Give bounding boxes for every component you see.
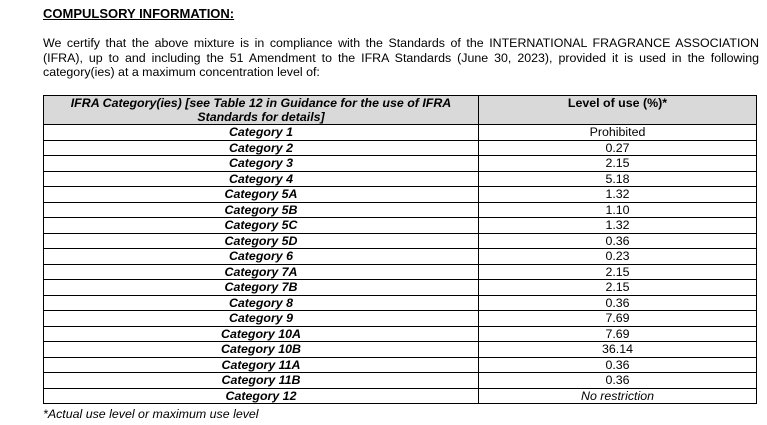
table-row [44, 202, 757, 218]
category-cell: Category 7A [44, 264, 479, 280]
level-of-use-cell: 2.15 [479, 264, 757, 280]
table-row [44, 342, 757, 358]
category-cell: Category 2 [44, 140, 479, 156]
table-row [44, 326, 757, 342]
level-of-use-cell: 0.36 [479, 357, 757, 373]
level-of-use-cell: 0.23 [479, 249, 757, 265]
table-row [44, 249, 757, 265]
table-row [44, 295, 757, 311]
category-cell: Category 1 [44, 125, 479, 141]
table-row [44, 388, 757, 404]
level-of-use-cell: 2.15 [479, 156, 757, 172]
category-cell: Category 11A [44, 357, 479, 373]
header-category: IFRA Category(ies) [see Table 12 in Guidance for the use of IFRA Standards for details] [44, 96, 479, 125]
level-of-use-cell: Prohibited [479, 125, 757, 141]
compliance-statement: We certify that the above mixture is in compliance with the Standards of the INTERNATIONAL FRAGRANCE ASSOCIATION (IFRA), up to and including the 51 Amendment to the IFRA Standards (June 30, 2023), provided it is used in the following category(ies) at a maximum concentration level of: [43, 36, 759, 79]
level-of-use-cell: 5.18 [479, 171, 757, 187]
level-of-use-cell: 1.32 [479, 187, 757, 203]
table-row [44, 187, 757, 203]
category-cell: Category 7B [44, 280, 479, 296]
table-row [44, 171, 757, 187]
category-cell: Category 3 [44, 156, 479, 172]
table-row [44, 156, 757, 172]
level-of-use-cell: 0.27 [479, 140, 757, 156]
ifra-category-table [43, 95, 757, 404]
level-of-use-cell: 2.15 [479, 280, 757, 296]
table-row [44, 218, 757, 234]
level-of-use-cell: No restriction [479, 388, 757, 404]
level-of-use-cell: 36.14 [479, 342, 757, 358]
category-cell: Category 5D [44, 233, 479, 249]
category-cell: Category 8 [44, 295, 479, 311]
level-of-use-cell: 1.32 [479, 218, 757, 234]
category-cell: Category 11B [44, 373, 479, 389]
category-cell: Category 10A [44, 326, 479, 342]
table-body [44, 125, 757, 404]
level-of-use-cell: 7.69 [479, 326, 757, 342]
category-cell: Category 5B [44, 202, 479, 218]
table-header-row [44, 96, 757, 125]
category-cell: Category 5C [44, 218, 479, 234]
section-heading: COMPULSORY INFORMATION: [43, 6, 235, 21]
table-row [44, 280, 757, 296]
table-row [44, 125, 757, 141]
table-row [44, 140, 757, 156]
category-cell: Category 5A [44, 187, 479, 203]
table-row [44, 233, 757, 249]
category-cell: Category 12 [44, 388, 479, 404]
category-cell: Category 10B [44, 342, 479, 358]
header-level-of-use: Level of use (%)* [479, 96, 757, 125]
level-of-use-cell: 0.36 [479, 233, 757, 249]
category-cell: Category 4 [44, 171, 479, 187]
level-of-use-cell: 7.69 [479, 311, 757, 327]
category-cell: Category 6 [44, 249, 479, 265]
table-row [44, 373, 757, 389]
footnote: *Actual use level or maximum use level [43, 407, 259, 421]
level-of-use-cell: 0.36 [479, 373, 757, 389]
level-of-use-cell: 0.36 [479, 295, 757, 311]
level-of-use-cell: 1.10 [479, 202, 757, 218]
table-row [44, 311, 757, 327]
table-row [44, 357, 757, 373]
table-row [44, 264, 757, 280]
category-cell: Category 9 [44, 311, 479, 327]
